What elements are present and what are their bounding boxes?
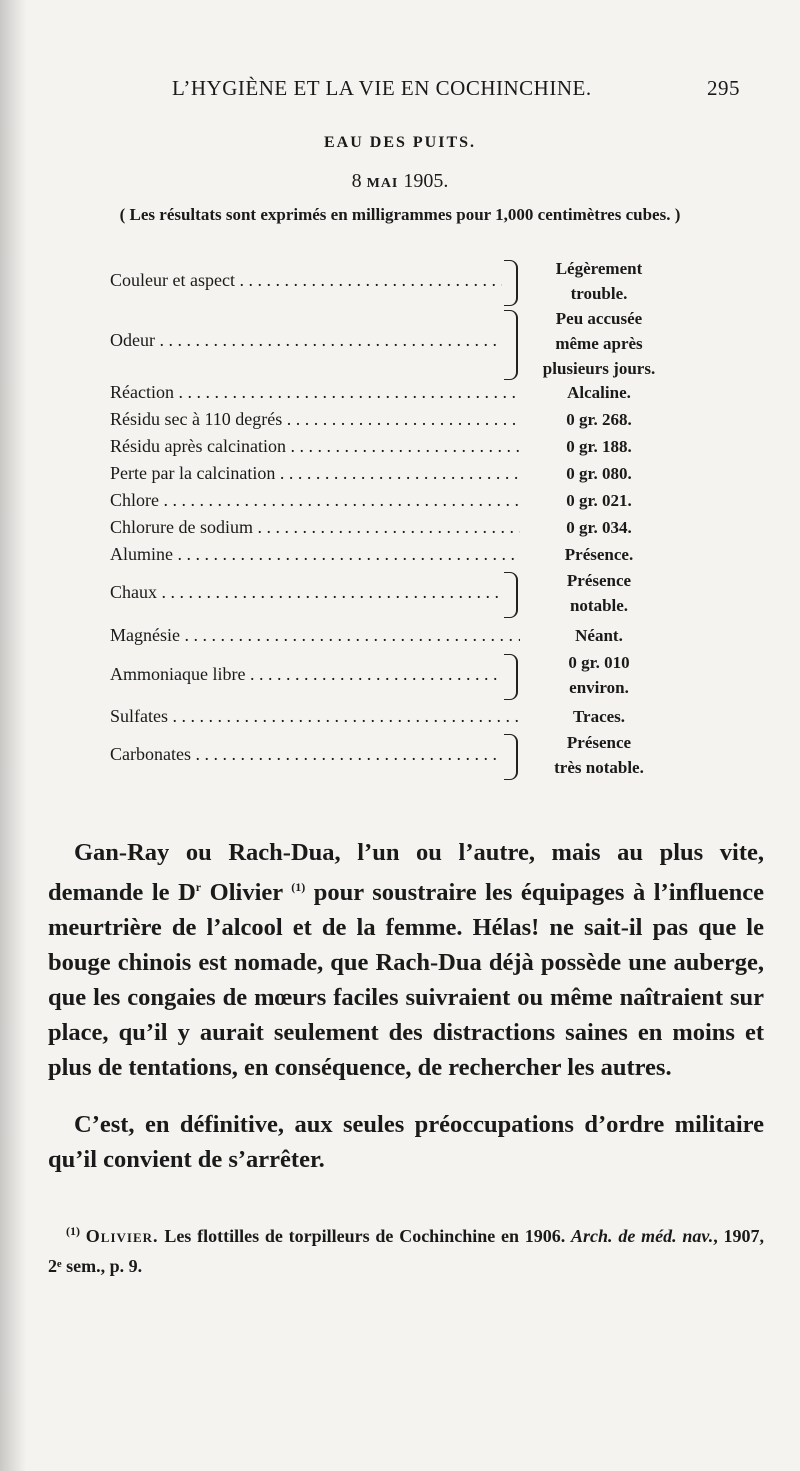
units-note: ( Les résultats sont exprimés en milligrammes pour 1,000 centimètres cubes. ) (119, 205, 681, 224)
row-value: 0 gr. 010 environ. (568, 653, 630, 697)
running-title: L’HYGIÈNE ET LA VIE EN COCHINCHINE. (172, 76, 592, 100)
row-label: Sulfates . . . (110, 706, 520, 727)
footnote-marker: (1) (66, 1224, 80, 1238)
row-label: Chlorure de sodium . . . (110, 517, 520, 538)
row-label: Résidu sec à 110 degrés . . . (110, 409, 520, 430)
row-value: Présence notable. (566, 571, 632, 615)
brace (504, 572, 518, 618)
row-value: Peu accusée même après plusieurs jours. (542, 309, 656, 378)
brace (504, 734, 518, 780)
brace (504, 260, 518, 306)
row-label: Odeur . . . (110, 330, 502, 351)
row-value: Alcaline. (567, 383, 631, 402)
row-value: 0 gr. 021. (566, 491, 632, 510)
row-value: 0 gr. 268. (566, 410, 632, 429)
brace (504, 654, 518, 700)
row-value: 0 gr. 188. (566, 437, 632, 456)
row-value: Présence très notable. (554, 733, 644, 777)
row-value: 0 gr. 080. (566, 464, 632, 483)
body-paragraph: C’est, en définitive, aux seules préoccupations d’ordre militaire qu’il convient de s’arrêter. (48, 1110, 764, 1173)
row-label: Chaux . . . (110, 582, 502, 603)
body-paragraph: Gan-Ray ou Rach-Dua, l’un ou l’autre, mais au plus vite, demande le $D^r$ Olivier $^{(1)}$ pour soustraire les équipages à l’influence meurtrière de l’alcool et de la femme. Hélas! ne sait-il pas que le bouge chinois est nomade, que Rach-Dua déjà possède une auberge, que les congaies de mœurs faciles suivraient ou même naîtraient sur place, qu’il y aurait seulement des distractions saines en moins et plus de tentations, en conséquence, de rechercher les autres. (48, 838, 764, 1081)
date-year: 1905. (403, 170, 449, 192)
footnote-author: Olivier. (85, 1226, 159, 1246)
date-month: MAI (366, 176, 399, 191)
row-value: Légèrement trouble. (555, 259, 643, 303)
footnote-reference[interactable]: (1) (291, 879, 306, 894)
row-label: Magnésie . . . (110, 625, 520, 646)
row-label: Résidu après calcination . . . (110, 436, 520, 457)
page-number: 295 (707, 76, 740, 100)
brace (504, 310, 518, 380)
row-value: Présence. (564, 545, 634, 564)
footnote-journal: Arch. de méd. nav. (571, 1226, 714, 1246)
row-label: Couleur et aspect . . . (110, 270, 502, 291)
analysis-date (0, 170, 800, 193)
row-label: Réaction . . . (110, 382, 520, 403)
row-value: Néant. (575, 626, 623, 645)
footnote: $^{(1)}$ Olivier. Les flottilles de torpilleurs de Cochinchine en 1906. Arch. de méd. nav., 1907, 2ᵉ sem., p. 9. (48, 1224, 764, 1276)
date-day: 8 (351, 170, 362, 192)
row-label: Ammoniaque libre . . . (110, 664, 502, 685)
section-title: EAU DES PUITS. (323, 134, 477, 151)
row-label: Perte par la calcination . . . (110, 463, 520, 484)
row-label: Carbonates . . . (110, 744, 502, 765)
row-value: 0 gr. 034. (566, 518, 632, 537)
row-label: Chlore . . . (110, 490, 520, 511)
row-label: Alumine . . . (110, 544, 520, 565)
row-value: Traces. (572, 707, 626, 726)
